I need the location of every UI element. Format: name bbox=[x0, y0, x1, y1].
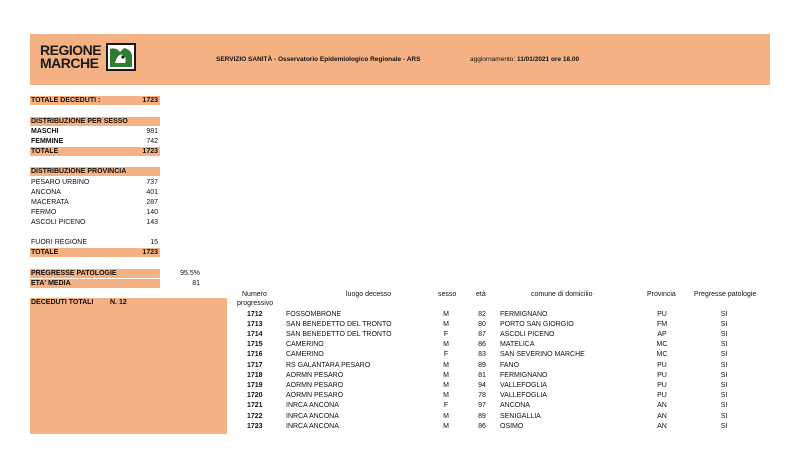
update-value: 11/01/2021 ore 18.00 bbox=[516, 56, 580, 63]
female-value: 742 bbox=[146, 138, 158, 145]
cell-pathologies: SI bbox=[720, 382, 728, 389]
province-value: 737 bbox=[146, 179, 158, 186]
cell-residence: ANCONA bbox=[500, 402, 530, 409]
table-row bbox=[0, 391, 809, 401]
service-title: SERVIZIO SANITÀ - Osservatorio Epidemiologico Regionale - ARS bbox=[216, 56, 421, 63]
cell-pathologies: SI bbox=[720, 423, 728, 430]
male-label: MASCHI bbox=[31, 128, 59, 135]
logo-line-1: REGIONE bbox=[40, 42, 102, 58]
cell-pathologies: SI bbox=[720, 341, 728, 348]
cell-province: MC bbox=[656, 351, 668, 358]
cell-province: PU bbox=[657, 382, 667, 389]
cell-number: 1714 bbox=[247, 331, 263, 338]
cell-age: 81 bbox=[478, 372, 486, 379]
cell-age: 87 bbox=[478, 331, 486, 338]
table-row bbox=[0, 381, 809, 391]
table-row bbox=[0, 320, 809, 330]
cell-residence: PORTO SAN GIORGIO bbox=[500, 321, 574, 328]
cell-residence: MATELICA bbox=[500, 341, 535, 348]
regione-marche-logo bbox=[40, 41, 140, 75]
logo-line-2: MARCHE bbox=[40, 55, 99, 71]
cell-age: 94 bbox=[478, 382, 486, 389]
cell-residence: ASCOLI PICENO bbox=[500, 331, 555, 338]
header-banner bbox=[30, 34, 770, 85]
cell-number: 1713 bbox=[247, 321, 263, 328]
cell-residence: FANO bbox=[500, 362, 520, 369]
cell-sex: F bbox=[443, 402, 449, 409]
cell-sex: M bbox=[443, 341, 449, 348]
update-info bbox=[470, 56, 579, 63]
table-row bbox=[0, 401, 809, 411]
cell-number: 1722 bbox=[247, 413, 263, 420]
province-value: 287 bbox=[146, 199, 158, 206]
cell-province: PU bbox=[657, 362, 667, 369]
cell-sex: M bbox=[443, 423, 449, 430]
cell-place: FOSSOMBRONE bbox=[286, 311, 342, 318]
cell-residence: SENIGALLIA bbox=[500, 413, 541, 420]
cell-sex: M bbox=[443, 321, 449, 328]
cell-age: 89 bbox=[478, 413, 486, 420]
cell-place: SAN BENEDETTO DEL TRONTO bbox=[286, 321, 392, 328]
outside-region-label: FUORI REGIONE bbox=[31, 239, 88, 246]
cell-number: 1717 bbox=[247, 362, 263, 369]
cell-place: CAMERINO bbox=[286, 341, 324, 348]
cell-sex: M bbox=[443, 372, 449, 379]
province-label: ANCONA bbox=[31, 189, 61, 196]
cell-age: 86 bbox=[478, 423, 486, 430]
sex-total-value: 1723 bbox=[142, 148, 158, 155]
col-header-sex: sesso bbox=[438, 291, 457, 298]
total-deaths-label: TOTALE DECEDUTI : bbox=[31, 97, 101, 104]
cell-place: CAMERINO bbox=[286, 351, 324, 358]
cell-province: PU bbox=[657, 311, 667, 318]
col-header-place: luogo decesso bbox=[346, 291, 392, 298]
cell-residence: FERMIGNANO bbox=[500, 372, 548, 379]
cell-province: FM bbox=[656, 321, 668, 328]
table-row bbox=[0, 361, 809, 371]
cell-age: 80 bbox=[478, 321, 486, 328]
cell-age: 97 bbox=[478, 402, 486, 409]
pathologies-label: PREGRESSE PATOLOGIE bbox=[31, 270, 117, 277]
cell-sex: M bbox=[443, 413, 449, 420]
cell-pathologies: SI bbox=[720, 362, 728, 369]
cell-age: 78 bbox=[478, 392, 486, 399]
cell-province: AP bbox=[657, 331, 667, 338]
cell-residence: VALLEFOGLIA bbox=[500, 382, 547, 389]
table-row bbox=[0, 330, 809, 340]
cell-age: 89 bbox=[478, 362, 486, 369]
cell-province: MC bbox=[656, 341, 668, 348]
province-label: MACERATA bbox=[31, 199, 69, 206]
table-row bbox=[0, 412, 809, 422]
cell-number: 1721 bbox=[247, 402, 263, 409]
age-value: 81 bbox=[192, 280, 200, 287]
cell-sex: M bbox=[443, 382, 449, 389]
cell-age: 82 bbox=[478, 311, 486, 318]
col-header-number-line2: progressivo bbox=[237, 300, 274, 307]
table-row bbox=[0, 340, 809, 350]
update-label: aggiornamento: bbox=[470, 56, 517, 63]
cell-pathologies: SI bbox=[720, 402, 728, 409]
cell-place: RS GALANTARA PESARO bbox=[286, 362, 371, 369]
table-row bbox=[0, 350, 809, 360]
province-value: 143 bbox=[146, 219, 158, 226]
cell-province: AN bbox=[657, 402, 667, 409]
outside-region-value: 15 bbox=[150, 239, 158, 246]
cell-pathologies: SI bbox=[720, 351, 728, 358]
cell-number: 1720 bbox=[247, 392, 263, 399]
cell-place: INRCA ANCONA bbox=[286, 413, 339, 420]
cell-number: 1712 bbox=[247, 311, 263, 318]
cell-pathologies: SI bbox=[720, 372, 728, 379]
province-label: FERMO bbox=[31, 209, 57, 216]
province-label: PESARO URBINO bbox=[31, 179, 90, 186]
cell-sex: F bbox=[443, 331, 449, 338]
cell-sex: F bbox=[443, 351, 449, 358]
sex-title: DISTRIBUZIONE PER SESSO bbox=[31, 118, 128, 125]
female-label: FEMMINE bbox=[31, 138, 64, 145]
col-header-number: Numero bbox=[242, 291, 267, 298]
male-value: 981 bbox=[146, 128, 158, 135]
cell-place: INRCA ANCONA bbox=[286, 402, 339, 409]
cell-residence: FERMIGNANO bbox=[500, 311, 548, 318]
deaths-total-label: DECEDUTI TOTALI bbox=[31, 299, 94, 306]
cell-number: 1716 bbox=[247, 351, 263, 358]
province-title: DISTRIBUZIONE PROVINCIA bbox=[31, 168, 127, 175]
col-header-residence: comune di domicilio bbox=[531, 291, 593, 298]
cell-place: AORMN PESARO bbox=[286, 372, 344, 379]
cell-pathologies: SI bbox=[720, 392, 728, 399]
province-value: 401 bbox=[146, 189, 158, 196]
cell-province: PU bbox=[657, 392, 667, 399]
cell-number: 1723 bbox=[247, 423, 263, 430]
cell-sex: M bbox=[443, 362, 449, 369]
province-total-label: TOTALE bbox=[31, 249, 59, 256]
province-label: ASCOLI PICENO bbox=[31, 219, 86, 226]
cell-age: 86 bbox=[478, 341, 486, 348]
cell-number: 1715 bbox=[247, 341, 263, 348]
cell-residence: OSIMO bbox=[500, 423, 524, 430]
cell-place: INRCA ANCONA bbox=[286, 423, 339, 430]
province-total-value: 1723 bbox=[142, 249, 158, 256]
cell-pathologies: SI bbox=[720, 311, 728, 318]
cell-place: AORMN PESARO bbox=[286, 392, 344, 399]
pathologies-value: 95,5% bbox=[180, 270, 200, 277]
total-deaths-value: 1723 bbox=[142, 97, 158, 104]
cell-number: 1719 bbox=[247, 382, 263, 389]
cell-residence: SAN SEVERINO MARCHE bbox=[500, 351, 585, 358]
cell-pathologies: SI bbox=[720, 321, 728, 328]
cell-province: AN bbox=[657, 413, 667, 420]
col-header-province: Provincia bbox=[647, 291, 676, 298]
cell-province: AN bbox=[657, 423, 667, 430]
sex-total-label: TOTALE bbox=[31, 148, 59, 155]
cell-residence: VALLEFOGLIA bbox=[500, 392, 547, 399]
cell-pathologies: SI bbox=[720, 331, 728, 338]
cell-pathologies: SI bbox=[720, 413, 728, 420]
age-label: ETA' MEDIA bbox=[31, 280, 71, 287]
cell-sex: M bbox=[443, 311, 449, 318]
cell-number: 1718 bbox=[247, 372, 263, 379]
cell-sex: M bbox=[443, 392, 449, 399]
cell-place: AORMN PESARO bbox=[286, 382, 344, 389]
deaths-total-count: N. 12 bbox=[110, 299, 127, 306]
marche-emblem-icon bbox=[106, 43, 136, 71]
cell-province: PU bbox=[657, 372, 667, 379]
col-header-age: età bbox=[476, 291, 486, 298]
col-header-pathologies: Pregresse patologie bbox=[694, 291, 757, 298]
province-value: 140 bbox=[146, 209, 158, 216]
cell-place: SAN BENEDETTO DEL TRONTO bbox=[286, 331, 392, 338]
table-row bbox=[0, 371, 809, 381]
cell-age: 83 bbox=[478, 351, 486, 358]
table-row bbox=[0, 310, 809, 320]
table-row bbox=[0, 422, 809, 432]
